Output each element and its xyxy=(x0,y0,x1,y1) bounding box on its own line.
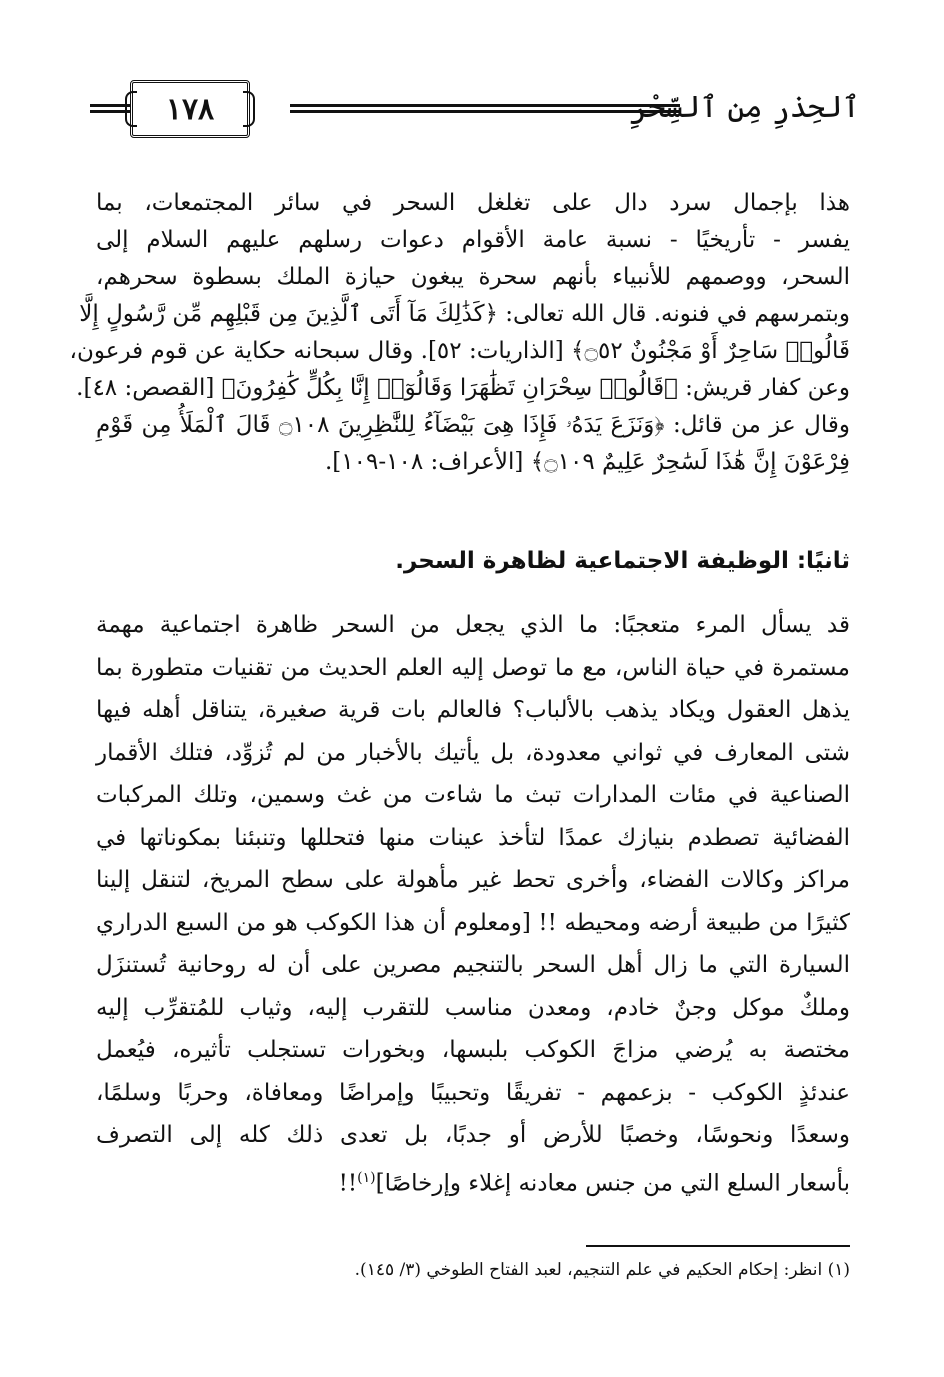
page-header xyxy=(100,78,860,148)
text-line: يذهل العقول ويكاد يذهب بالألباب؟ فالعالم بات قرية صغيرة، يتناقل أهله فيها xyxy=(96,697,850,723)
text-line: عندئذٍ الكوكب - بزعمهم - تفريقًا وتحبيبًا وإمراضًا ومعافاة، وحربًا وسلمًا، xyxy=(96,1079,850,1106)
footnote-separator xyxy=(586,1245,850,1247)
paragraph-main xyxy=(96,604,850,1205)
header-rule-main xyxy=(290,104,680,114)
text-line: مستمرة في حياة الناس، مع ما توصل إليه العلم الحديث من تقنيات متطورة بما xyxy=(96,654,850,681)
running-title: ٱلحِذرِ مِن ٱلسِّحْرِ xyxy=(629,90,860,125)
text-line: الصناعية في مئات المدارات تبث ما شاءت من غث وسمين، وتلك المركبات xyxy=(96,782,850,808)
page-number-frame xyxy=(130,80,250,138)
text-line: مراكز وكالات الفضاء، وأخرى تحط غير مأهولة على سطح المريخ، لتنقل إلينا xyxy=(96,867,850,893)
text-line: الفضائية تصطدم بنيازك عمدًا لتأخذ عينات منها فتحللها وتنبئنا بمكوناتها في xyxy=(96,824,850,851)
text-line: وبتمرسهم في فنونه. قال الله تعالى: ﴿كَذَٰلِكَ مَآ أَتَى ٱلَّذِينَ مِن قَبْلِهِم مِّن رَّسُولٍ إِلَّا xyxy=(79,301,850,327)
text-line: فِرْعَوْنَ إِنَّ هَٰذَا لَسَٰحِرٌ عَلِيمٌ ۝١٠٩﴾ [الأعراف: ١٠٨-١٠٩]. xyxy=(325,449,850,475)
closing-punctuation: !! xyxy=(338,1170,358,1197)
text-line: مختصة به يُرضي مزاجَ الكوكب بلبسها، وبخورات تستجلب تأثيره، فيُعمل xyxy=(96,1037,850,1063)
text-line: قد يسأل المرء متعجبًا: ما الذي يجعل من السحر ظاهرة اجتماعية مهمة xyxy=(96,612,850,638)
text-line-content: بأسعار السلع التي من جنس معادنه إغلاء وإرخاصًا] xyxy=(375,1170,850,1197)
text-line: وقال عز من قائل: ﴿وَنَزَعَ يَدَهُۥ فَإِذَا هِىَ بَيْضَآءُ لِلنَّٰظِرِينَ ۝١٠٨ قَالَ ٱلْمَلَأُ مِن قَوْمِ xyxy=(96,412,850,438)
text-line: وسعدًا ونحوسًا، وخصبًا للأرض أو جدبًا، بل تعدى ذلك كله إلى التصرف xyxy=(96,1122,850,1148)
text-line-final xyxy=(96,1157,850,1205)
header-rule-left xyxy=(90,104,130,114)
section-heading: ثانيًا: الوظيفة الاجتماعية لظاهرة السحر. xyxy=(395,548,850,574)
text-line: وعن كفار قريش: ﴿قَالُوا۟ سِحْرَانِ تَظَٰهَرَا وَقَالُوٓا۟ إِنَّا بِكُلٍّ كَٰفِرُونَ﴾ [القصص: ٤٨]. xyxy=(76,375,850,401)
footnote: (١) انظر: إحكام الحكيم في علم التنجيم، لعبد الفتاح الطوخي (٣/ ١٤٥). xyxy=(354,1260,850,1280)
text-line: كثيرًا من طبيعة أرضه ومحيطه !! [ومعلوم أن هذا الكوكب هو من السبع الدراري xyxy=(96,909,850,936)
text-line: قَالُوا۟ سَاحِرٌ أَوْ مَجْنُونٌ ۝٥٢﴾ [الذاريات: ٥٢]. وقال سبحانه حكاية عن قوم فرعون، xyxy=(69,338,850,364)
text-line: السحر، ووصمهم للأنبياء بأنهم سحرة يبغون حيازة الملك بسطوة سحرهم، xyxy=(96,264,850,290)
paragraph-intro xyxy=(69,185,850,481)
text-line: يفسر - تأريخيًا - نسبة عامة الأقوام دعوات رسلهم عليهم السلام إلى xyxy=(96,227,850,253)
footnote-marker[interactable]: (١) xyxy=(357,1169,376,1186)
text-line: هذا بإجمال سرد دال على تغلغل السحر في سائر المجتمعات، بما xyxy=(96,190,850,216)
page-number: ١٧٨ xyxy=(165,91,215,127)
text-line: وملكٌ موكل وجنٌ خادم، ومعدن مناسب للتقرب إليه، وثياب للمُتقرِّب إليه xyxy=(96,994,850,1021)
text-line: شتى المعارف في ثواني معدودة، بل يأتيك بالأخبار من لم تُزوِّد، فتلك الأقمار xyxy=(96,739,850,766)
text-line: السيارة التي ما زال أهل السحر بالتنجيم مصرين على أن له روحانية تُستنزَل xyxy=(96,952,850,978)
